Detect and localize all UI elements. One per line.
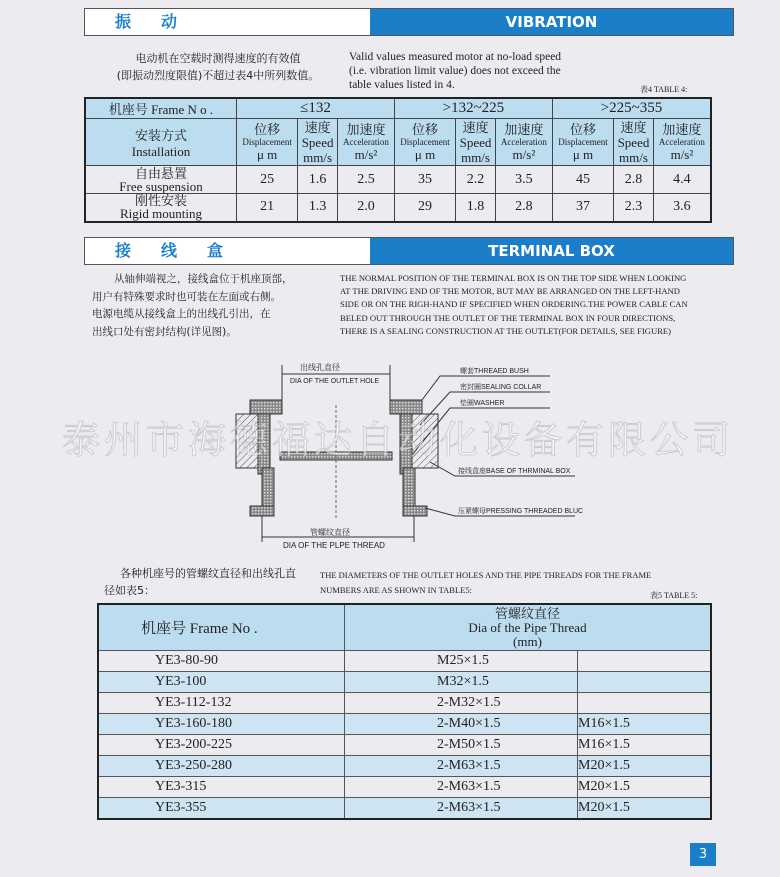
pipe-thread-cell: 2-M32×1.5 xyxy=(345,693,578,714)
text-line: Dia of the Pipe Thread xyxy=(468,619,587,635)
outlet-thread-cell: M20×1.5 xyxy=(578,756,712,777)
text-line: Speed xyxy=(459,134,492,150)
table-cell: 45 xyxy=(552,166,613,194)
text-line: 径如表5： xyxy=(104,584,155,597)
outlet-thread-cell xyxy=(578,651,712,672)
table5-caption: 表5 TABLE 5: xyxy=(650,591,698,600)
text-line: Speed xyxy=(301,134,334,150)
text-line: SIDE OR ON THE RIGH-HAND IF SPECIFIED WHEN ORDERING.THE POWER CABLE CAN xyxy=(340,299,688,310)
table-cell: 3.5 xyxy=(495,166,552,194)
text-line: m/s² xyxy=(354,147,378,162)
text-line: THE DIAMETERS OF THE OUTLET HOLES AND THE PIPE THREADS FOR THE FRAME xyxy=(320,570,652,580)
frame-cell: YE3-100 xyxy=(98,672,345,693)
pipe-thread-cell: M32×1.5 xyxy=(345,672,578,693)
table-row xyxy=(98,798,711,820)
table-row xyxy=(98,714,711,735)
outlet-dia-en: DIA OF THE OUTLET HOLE xyxy=(290,378,380,385)
table-row xyxy=(98,651,711,672)
table4-caption: 表4 TABLE 4: xyxy=(640,85,688,94)
text-line: 速度 xyxy=(304,119,331,135)
table-row xyxy=(98,777,711,798)
text-line: μ m xyxy=(256,147,278,162)
text-line: m/s² xyxy=(670,147,694,162)
table-cell: 37 xyxy=(552,194,613,222)
text-line: Installation xyxy=(131,143,191,159)
table-cell: 2.3 xyxy=(614,194,654,222)
label-sealing-collar: 密封圈SEALING COLLAR xyxy=(460,384,542,391)
text-line: AT THE DRIVING END OF THE MOTOR, BUT MAY BE ARRANGED ON THE LEFT-HAND xyxy=(340,286,680,297)
text-line: 电源电缆从接线盒上的出线孔引出，在 xyxy=(92,308,271,320)
outlet-thread-cell: M16×1.5 xyxy=(578,714,712,735)
table-row xyxy=(98,693,711,714)
label-pressing-nut: 压紧螺母PRESSING THREADED BLUC xyxy=(458,508,584,515)
text-line: m/s² xyxy=(512,147,536,162)
label-base: 接线盒座BASE OF THRMINAL BOX xyxy=(458,468,571,475)
pipe-thread-cell: 2-M50×1.5 xyxy=(345,735,578,756)
table-cell: 2.0 xyxy=(337,194,394,222)
text-line: 加速度 xyxy=(662,122,702,137)
group-header: >225~355 xyxy=(552,98,711,119)
terminal-title-en: TERMINAL BOX xyxy=(370,238,733,264)
outlet-dia-zh: 出线孔直径 xyxy=(300,363,340,372)
table-cell: 1.6 xyxy=(298,166,338,194)
text-line: Displacement xyxy=(400,137,450,147)
text-line: 位移 xyxy=(569,122,596,137)
table5-desc-en xyxy=(320,568,651,598)
text-line: (即振动烈度限值)不超过表4中所列数值。 xyxy=(116,69,320,82)
text-line: 速度 xyxy=(462,119,489,135)
table-row xyxy=(98,604,711,651)
text-line: Rigid mounting xyxy=(120,206,202,222)
text-line: 安装方式 xyxy=(134,127,187,143)
pipe-dia-en: DIA OF THE PLPE THREAD xyxy=(283,541,385,550)
text-line: 从轴伸端视之，接线盒位于机座顶部， xyxy=(114,273,293,285)
text-line: NUMBERS ARE AS SHOWN IN TABLE5: xyxy=(320,585,472,595)
text-line: 自由悬置 xyxy=(134,165,187,181)
page-number: 3 xyxy=(690,843,716,866)
label-washer: 垫圈WASHER xyxy=(460,400,505,407)
outlet-thread-cell: M20×1.5 xyxy=(578,798,712,820)
text-line: 电动机在空载时测得速度的有效值 xyxy=(135,52,301,65)
text-line: Free suspension xyxy=(119,178,203,194)
table-cell: 29 xyxy=(394,194,455,222)
table-cell: 2.2 xyxy=(456,166,496,194)
frame-cell: YE3-250-280 xyxy=(98,756,345,777)
text-line: table values listed in 4. xyxy=(349,79,455,91)
pipe-thread-cell: 2-M63×1.5 xyxy=(345,756,578,777)
table-cell: 1.3 xyxy=(298,194,338,222)
text-line: (i.e. vibration limit value) does not exceed the xyxy=(349,65,561,77)
table-row xyxy=(98,756,711,777)
text-line: 加速度 xyxy=(504,122,544,137)
text-line: mm/s xyxy=(303,149,333,165)
text-line: mm/s xyxy=(461,149,490,165)
text-line: Acceleration xyxy=(658,137,705,147)
text-line: BELED OUT THROUGH THE OUTLET OF THE TERMINAL BOX IN FOUR DIRECTIONS, xyxy=(340,312,676,323)
frame-cell: YE3-112-132 xyxy=(98,693,345,714)
text-line: (mm) xyxy=(513,633,542,649)
outlet-thread-cell: M16×1.5 xyxy=(578,735,712,756)
frame-cell: YE3-200-225 xyxy=(98,735,345,756)
text-line: Acceleration xyxy=(500,137,547,147)
table-row xyxy=(98,672,711,693)
label-threaded-bush: 螺套THREAED BUSH xyxy=(460,368,529,375)
table-cell: 2.5 xyxy=(337,166,394,194)
outlet-thread-cell xyxy=(578,672,712,693)
frame-header: 机座号 Frame No . xyxy=(98,604,345,651)
vibration-title-en: VIBRATION xyxy=(370,9,733,35)
table-cell: 25 xyxy=(237,166,298,194)
pipe-dia-zh: 管螺纹直径 xyxy=(310,528,350,537)
table-cell: 2.8 xyxy=(614,166,654,194)
pipe-thread-cell: 2-M63×1.5 xyxy=(345,777,578,798)
text-line: Valid values measured motor at no-load speed xyxy=(349,51,562,63)
frame-cell: YE3-315 xyxy=(98,777,345,798)
table-cell: 2.8 xyxy=(495,194,552,222)
text-line: 加速度 xyxy=(346,122,386,137)
text-line: 出线口处有密封结构(详见图)。 xyxy=(92,325,237,338)
pipe-thread-cell: 2-M40×1.5 xyxy=(345,714,578,735)
table-cell: 3.6 xyxy=(653,194,711,222)
text-line: Acceleration xyxy=(342,137,389,147)
text-line: THE NORMAL POSITION OF THE TERMINAL BOX IS ON THE TOP SIDE WHEN LOOKING xyxy=(340,273,687,283)
text-line: 位移 xyxy=(412,122,439,137)
frame-cell: YE3-355 xyxy=(98,798,345,820)
frame-label: 机座号 Frame N o . xyxy=(85,98,237,119)
table-cell: 1.8 xyxy=(456,194,496,222)
text-line: Speed xyxy=(617,134,650,150)
terminal-title-zh: 接线盒 xyxy=(115,241,254,260)
group-header: ≤132 xyxy=(237,98,395,119)
pipe-thread-table xyxy=(97,603,712,820)
text-line: 速度 xyxy=(620,119,647,135)
table-cell: 21 xyxy=(237,194,298,222)
table-row xyxy=(98,735,711,756)
text-line: Displacement xyxy=(558,137,608,147)
text-line: 位移 xyxy=(254,122,281,137)
outlet-thread-cell xyxy=(578,693,712,714)
frame-cell: YE3-80-90 xyxy=(98,651,345,672)
text-line: mm/s xyxy=(619,149,648,165)
watermark: 泰州市海德福达自动化设备有限公司 xyxy=(62,418,735,462)
table-cell: 35 xyxy=(394,166,455,194)
text-line: 各种机座号的管螺纹直径和出线孔直 xyxy=(120,567,296,580)
text-line: 管螺纹直径 xyxy=(494,605,560,621)
outlet-thread-cell: M20×1.5 xyxy=(578,777,712,798)
text-line: THERE IS A SEALING CONSTRUCTION AT THE OUTLET(FOR DETAILS, SEE FIGURE) xyxy=(340,325,672,336)
pipe-thread-cell: M25×1.5 xyxy=(345,651,578,672)
text-line: μ m xyxy=(572,147,594,162)
text-line: μ m xyxy=(414,147,436,162)
frame-cell: YE3-160-180 xyxy=(98,714,345,735)
text-line: 刚性安装 xyxy=(134,193,187,209)
text-line: Displacement xyxy=(242,137,292,147)
pipe-thread-cell: 2-M63×1.5 xyxy=(345,798,578,820)
text-line: 用户有特殊要求时也可装在左面或右侧。 xyxy=(92,290,281,303)
pipe-header xyxy=(345,604,712,651)
table-cell: 4.4 xyxy=(653,166,711,194)
table5-desc-zh xyxy=(104,565,296,599)
group-header: >132~225 xyxy=(394,98,552,119)
vibration-title-zh: 振动 xyxy=(115,12,208,31)
